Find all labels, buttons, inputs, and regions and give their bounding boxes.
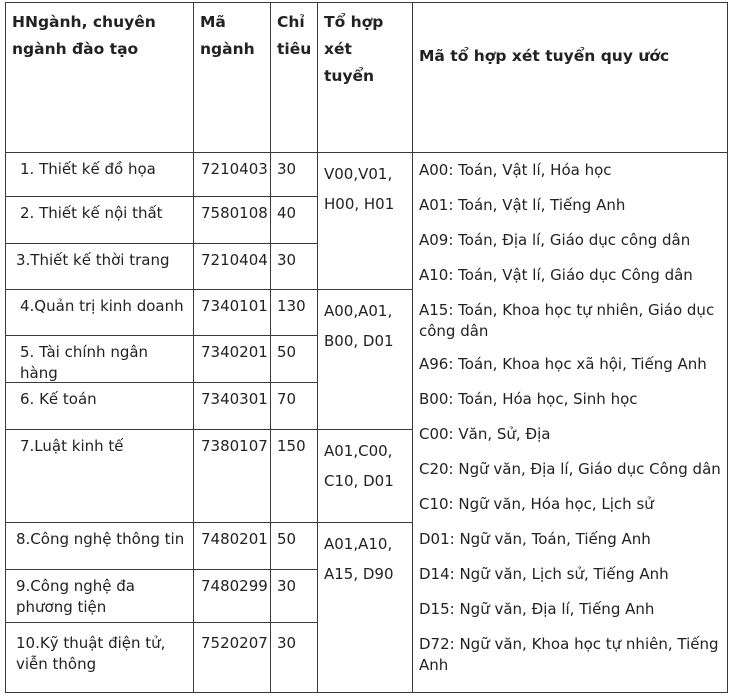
table-row-quota: 40 — [271, 197, 318, 244]
table-row-major-code: 7340101 — [194, 290, 271, 336]
admission-table — [5, 2, 728, 693]
table-row-quota: 50 — [271, 336, 318, 383]
combo-line: V00,V01, — [324, 165, 393, 183]
table-row-major-name: 2. Thiết kế nội thất — [6, 197, 194, 244]
header-major: HNgành, chuyên ngành đào tạo — [6, 3, 194, 153]
table-row-major-code: 7340201 — [194, 336, 271, 383]
table-row-quota: 70 — [271, 383, 318, 430]
combo-group-law — [318, 430, 413, 523]
legend-item: C10: Ngữ văn, Hóa học, Lịch sử — [419, 495, 654, 513]
table-row-major-code: 7480201 — [194, 523, 271, 570]
table-row-quota: 50 — [271, 523, 318, 570]
legend-item: D14: Ngữ văn, Lịch sử, Tiếng Anh — [419, 565, 669, 583]
header-code: Mã ngành — [194, 3, 271, 153]
table-row-major-name: 1. Thiết kế đồ họa — [6, 153, 194, 197]
legend-item: D72: Ngữ văn, Khoa học tự nhiên, Tiếng Anh — [419, 635, 719, 674]
table-row-major-name: 7.Luật kinh tế — [6, 430, 194, 523]
table-row-major-name: 5. Tài chính ngân hàng — [6, 336, 194, 383]
combo-line: H00, H01 — [324, 195, 395, 213]
legend-item: A96: Toán, Khoa học xã hội, Tiếng Anh — [419, 355, 707, 373]
table-row-quota: 150 — [271, 430, 318, 523]
table-row-major-name: 10.Kỹ thuật điện tử, viễn thông — [6, 623, 194, 693]
table-row-major-name: 3.Thiết kế thời trang — [6, 244, 194, 290]
table-row-major-code: 7210404 — [194, 244, 271, 290]
legend-item: D15: Ngữ văn, Địa lí, Tiếng Anh — [419, 600, 655, 618]
table-row-quota: 30 — [271, 244, 318, 290]
table-row-major-code: 7480299 — [194, 570, 271, 623]
table-row-major-code: 7340301 — [194, 383, 271, 430]
table-row-major-name: 9.Công nghệ đa phương tiện — [6, 570, 194, 623]
legend-item: A15: Toán, Khoa học tự nhiên, Giáo dục công dân — [419, 301, 715, 340]
combo-group-design — [318, 153, 413, 290]
legend-item: A01: Toán, Vật lí, Tiếng Anh — [419, 196, 626, 214]
header-legend: Mã tổ hợp xét tuyển quy ước — [413, 3, 728, 153]
legend-item: A00: Toán, Vật lí, Hóa học — [419, 161, 612, 179]
combo-line: A01,C00, — [324, 442, 393, 460]
header-quota: Chỉ tiêu — [271, 3, 318, 153]
combo-line: C10, D01 — [324, 472, 394, 490]
legend-item: C20: Ngữ văn, Địa lí, Giáo dục Công dân — [419, 460, 721, 478]
legend-item: B00: Toán, Hóa học, Sinh học — [419, 390, 638, 408]
legend-item: A09: Toán, Địa lí, Giáo dục công dân — [419, 231, 691, 249]
table-row-quota: 30 — [271, 153, 318, 197]
combo-group-technology — [318, 523, 413, 693]
table-row-quota: 30 — [271, 570, 318, 623]
table-row-quota: 30 — [271, 623, 318, 693]
table-row-quota: 130 — [271, 290, 318, 336]
table-row-major-code: 7380107 — [194, 430, 271, 523]
table-row-major-name: 8.Công nghệ thông tin — [6, 523, 194, 570]
header-combo: Tổ hợp xét tuyển — [318, 3, 413, 153]
combo-line: A01,A10, — [324, 535, 393, 553]
legend-item: D01: Ngữ văn, Toán, Tiếng Anh — [419, 530, 651, 548]
combo-line: A00,A01, — [324, 302, 393, 320]
table-row-major-name: 6. Kế toán — [6, 383, 194, 430]
table-row-major-name: 4.Quản trị kinh doanh — [6, 290, 194, 336]
table-row-major-code: 7520207 — [194, 623, 271, 693]
combo-line: A15, D90 — [324, 565, 394, 583]
legend-item: A10: Toán, Vật lí, Giáo dục Công dân — [419, 266, 693, 284]
legend-item: C00: Văn, Sử, Địa — [419, 425, 551, 443]
combo-group-business — [318, 290, 413, 430]
combo-line: B00, D01 — [324, 332, 394, 350]
table-row-major-code: 7580108 — [194, 197, 271, 244]
combo-code-legend — [413, 153, 728, 693]
table-row-major-code: 7210403 — [194, 153, 271, 197]
